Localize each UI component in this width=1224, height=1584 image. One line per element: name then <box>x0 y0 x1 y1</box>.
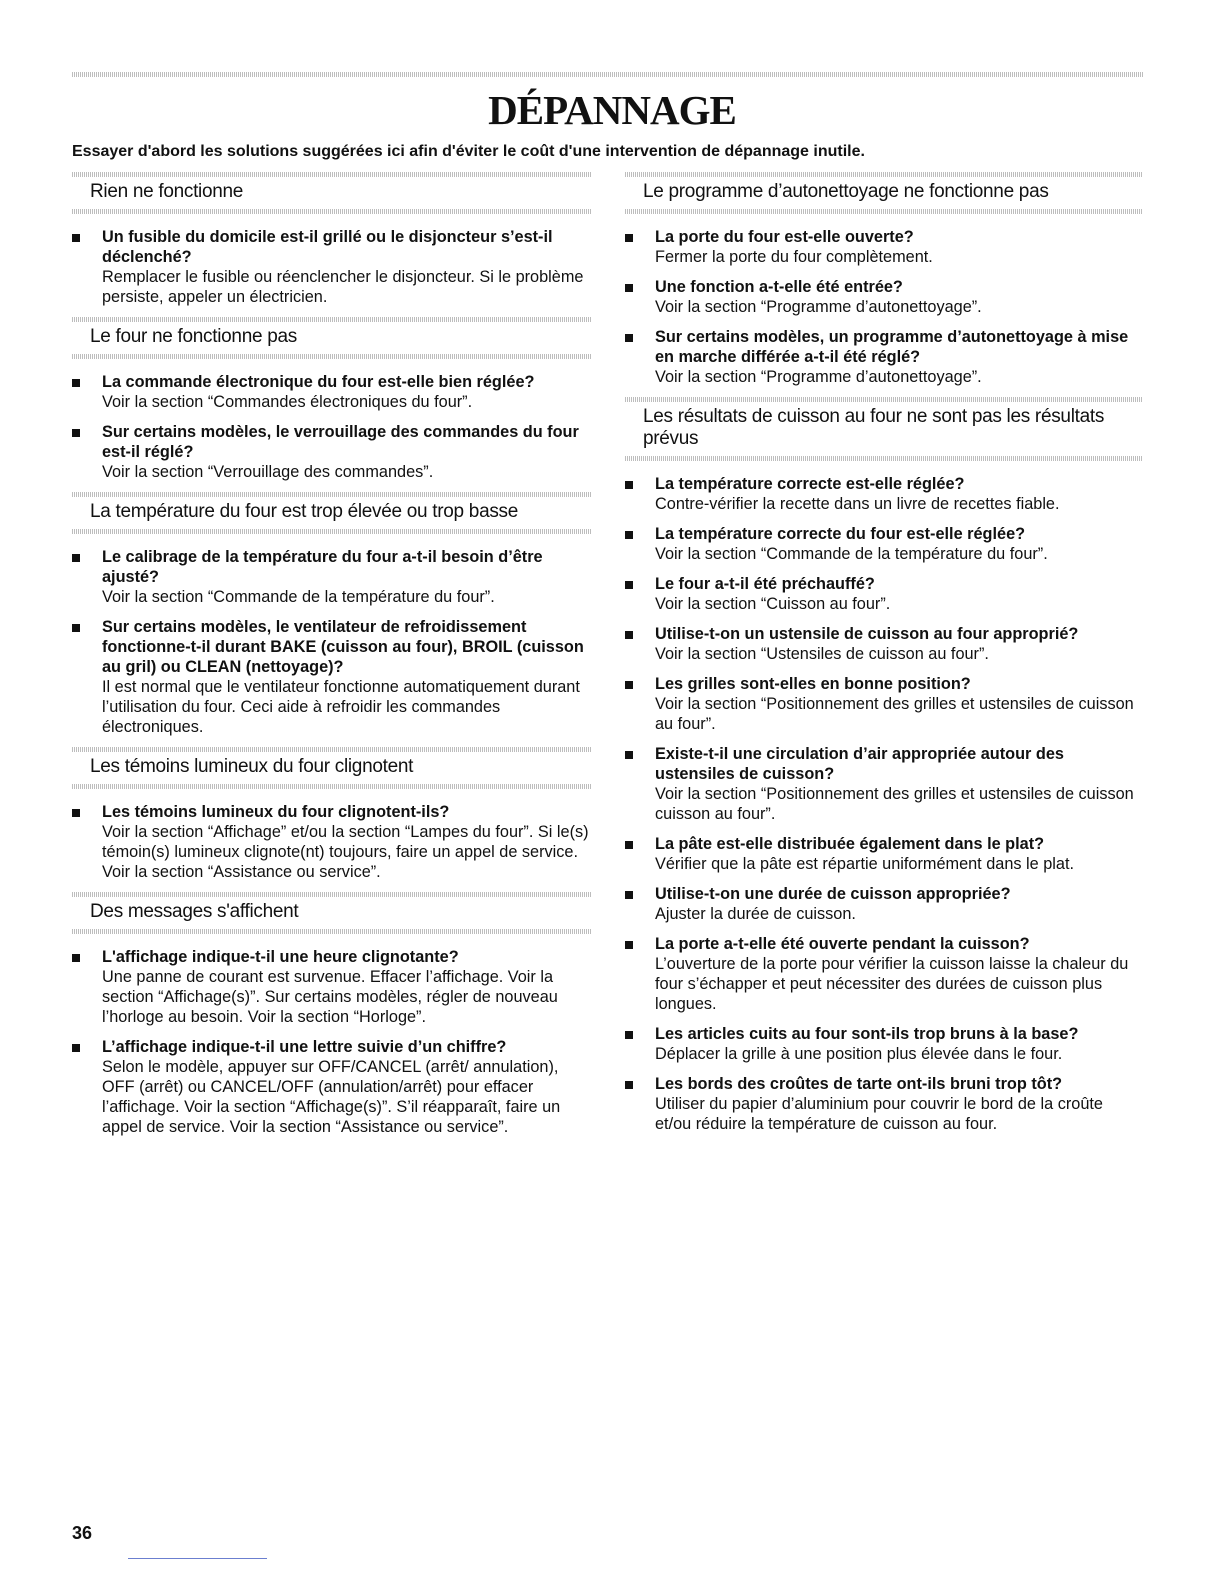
question-text: La porte du four est-elle ouverte? <box>655 228 914 246</box>
square-bullet-icon <box>72 429 80 437</box>
question-text: Les grilles sont-elles en bonne position? <box>655 675 971 693</box>
answer-text: Voir la section “Programme d’autonettoyage”. <box>655 298 982 316</box>
answer-text: Déplacer la grille à une position plus élevée dans le four. <box>655 1045 1063 1063</box>
square-bullet-icon <box>72 234 80 242</box>
list-item <box>625 327 1143 387</box>
answer-text: Une panne de courant est survenue. Effacer l’affichage. Voir la section “Affichage(s)”. Sur certains modèles, régler de nouveau l’horloge au besoin. Voir la section “Horloge”. <box>102 968 558 1026</box>
square-bullet-icon <box>625 284 633 292</box>
question-list <box>72 227 591 307</box>
list-item <box>72 947 591 1027</box>
square-bullet-icon <box>72 554 80 562</box>
troubleshooting-section <box>72 892 591 1137</box>
answer-text: Voir la section “Affichage” et/ou la section “Lampes du four”. Si le(s) témoin(s) lumineux clignote(nt) toujours, faire un appel de service. Voir la section “Assistance ou service”. <box>102 823 589 881</box>
square-bullet-icon <box>625 631 633 639</box>
list-item <box>625 1024 1143 1064</box>
question-text: Existe-t-il une circulation d’air appropriée autour des ustensiles de cuisson? <box>655 745 1064 783</box>
question-list <box>625 227 1143 387</box>
question-text: Le four a-t-il été préchauffé? <box>655 575 875 593</box>
square-bullet-icon <box>625 1031 633 1039</box>
question-text: La pâte est-elle distribuée également dans le plat? <box>655 835 1045 853</box>
section-rule-bottom <box>625 456 1143 461</box>
list-item <box>72 422 591 482</box>
question-text: Les bords des croûtes de tarte ont-ils bruni trop tôt? <box>655 1075 1063 1093</box>
answer-text: Contre-vérifier la recette dans un livre de recettes fiable. <box>655 495 1060 513</box>
question-list <box>625 474 1143 1134</box>
list-item <box>625 884 1143 924</box>
answer-text: Voir la section “Verrouillage des commandes”. <box>102 463 434 481</box>
bottom-rule <box>128 1558 267 1559</box>
answer-text: Il est normal que le ventilateur fonctionne automatiquement durant l’utilisation du four. Ceci aide à refroidir les commandes électroniques. <box>102 678 580 736</box>
question-text: Une fonction a-t-elle été entrée? <box>655 278 903 296</box>
square-bullet-icon <box>625 751 633 759</box>
answer-text: Voir la section “Positionnement des grilles et ustensiles de cuisson au four”. <box>655 695 1134 733</box>
question-text: Le calibrage de la température du four a-t-il besoin d’être ajusté? <box>102 548 543 586</box>
section-heading: Les témoins lumineux du four clignotent <box>90 756 414 777</box>
answer-text: Remplacer le fusible ou réenclencher le disjoncteur. Si le problème persiste, appeler un électricien. <box>102 268 584 306</box>
question-text: La porte a-t-elle été ouverte pendant la cuisson? <box>655 935 1030 953</box>
square-bullet-icon <box>72 624 80 632</box>
question-text: Utilise-t-on un ustensile de cuisson au four approprié? <box>655 625 1079 643</box>
section-rule-bottom <box>72 354 591 359</box>
question-list <box>72 802 591 882</box>
answer-text: L’ouverture de la porte pour vérifier la cuisson laisse la chaleur du four s’échapper et peut nécessiter des durées de cuisson plus longues. <box>655 955 1129 1013</box>
list-item <box>625 524 1143 564</box>
list-item <box>625 574 1143 614</box>
question-text: Utilise-t-on une durée de cuisson appropriée? <box>655 885 1011 903</box>
troubleshooting-section <box>72 172 591 307</box>
top-rule <box>72 72 1143 77</box>
left-column <box>72 172 591 1147</box>
question-text: Sur certains modèles, le verrouillage des commandes du four est-il réglé? <box>102 423 579 461</box>
list-item <box>625 674 1143 734</box>
answer-text: Utiliser du papier d’aluminium pour couvrir le bord de la croûte et/ou réduire la température de cuisson au four. <box>655 1095 1103 1133</box>
list-item <box>625 474 1143 514</box>
answer-text: Voir la section “Cuisson au four”. <box>655 595 891 613</box>
square-bullet-icon <box>625 234 633 242</box>
list-item <box>72 802 591 882</box>
answer-text: Ajuster la durée de cuisson. <box>655 905 856 923</box>
answer-text: Voir la section “Positionnement des grilles et ustensiles de cuisson cuisson au four”. <box>655 785 1134 823</box>
square-bullet-icon <box>625 481 633 489</box>
question-text: Un fusible du domicile est-il grillé ou le disjoncteur s’est-il déclenché? <box>102 228 553 266</box>
section-heading: Les résultats de cuisson au four ne sont pas les résultats prévus <box>643 406 1105 449</box>
section-heading: Rien ne fonctionne <box>90 181 244 202</box>
section-heading: Le programme d’autonettoyage ne fonctionne pas <box>643 181 1049 202</box>
question-list <box>72 372 591 482</box>
question-text: Sur certains modèles, un programme d’autonettoyage à mise en marche différée a-t-il été réglé? <box>655 328 1129 366</box>
troubleshooting-section <box>625 172 1143 387</box>
square-bullet-icon <box>72 954 80 962</box>
list-item <box>72 1037 591 1137</box>
right-column <box>625 172 1143 1144</box>
square-bullet-icon <box>625 581 633 589</box>
section-rule-bottom <box>72 529 591 534</box>
section-heading: La température du four est trop élevée ou trop basse <box>90 501 519 522</box>
square-bullet-icon <box>625 531 633 539</box>
list-item <box>72 372 591 412</box>
section-rule-bottom <box>625 209 1143 214</box>
question-text: L'affichage indique-t-il une heure clignotante? <box>102 948 459 966</box>
square-bullet-icon <box>625 681 633 689</box>
question-text: Sur certains modèles, le ventilateur de refroidissement fonctionne-t-il durant BAKE (cuisson au four), BROIL (cuisson au gril) ou CLEAN (nettoyage)? <box>102 618 584 676</box>
answer-text: Voir la section “Commandes électroniques du four”. <box>102 393 473 411</box>
question-text: L’affichage indique-t-il une lettre suivie d’un chiffre? <box>102 1038 507 1056</box>
question-text: La température correcte du four est-elle réglée? <box>655 525 1026 543</box>
square-bullet-icon <box>625 891 633 899</box>
list-item <box>72 227 591 307</box>
list-item <box>625 744 1143 824</box>
intro-text: Essayer d'abord les solutions suggérées ici afin d'éviter le coût d'une intervention de dépannage inutile. <box>72 143 865 160</box>
answer-text: Voir la section “Programme d’autonettoyage”. <box>655 368 982 386</box>
list-item <box>72 547 591 607</box>
square-bullet-icon <box>72 809 80 817</box>
question-text: La température correcte est-elle réglée? <box>655 475 965 493</box>
question-list <box>72 947 591 1137</box>
section-heading: Des messages s'affichent <box>90 901 299 922</box>
question-text: Les témoins lumineux du four clignotent-ils? <box>102 803 450 821</box>
section-rule-bottom <box>72 784 591 789</box>
answer-text: Selon le modèle, appuyer sur OFF/CANCEL (arrêt/ annulation), OFF (arrêt) ou CANCEL/OFF (annulation/arrêt) pour effacer l’affichage. Voir la section “Affichage(s)”. S’il réapparaît, faire un appel de service. Voir la section “Assistance ou service”. <box>102 1058 561 1136</box>
answer-text: Voir la section “Commande de la température du four”. <box>655 545 1048 563</box>
square-bullet-icon <box>625 1081 633 1089</box>
square-bullet-icon <box>625 334 633 342</box>
square-bullet-icon <box>72 1044 80 1052</box>
section-rule-bottom <box>72 209 591 214</box>
list-item <box>625 277 1143 317</box>
troubleshooting-section <box>72 317 591 482</box>
section-rule-bottom <box>72 929 591 934</box>
troubleshooting-section <box>72 492 591 737</box>
question-text: La commande électronique du four est-elle bien réglée? <box>102 373 535 391</box>
troubleshooting-section <box>625 397 1143 1134</box>
list-item <box>625 227 1143 267</box>
page-number: 36 <box>72 1523 93 1543</box>
list-item <box>625 934 1143 1014</box>
square-bullet-icon <box>625 941 633 949</box>
section-heading: Le four ne fonctionne pas <box>90 326 297 347</box>
answer-text: Fermer la porte du four complètement. <box>655 248 933 266</box>
list-item <box>625 624 1143 664</box>
list-item <box>625 1074 1143 1134</box>
list-item <box>625 834 1143 874</box>
answer-text: Vérifier que la pâte est répartie uniformément dans le plat. <box>655 855 1075 873</box>
question-list <box>72 547 591 737</box>
page-title: DÉPANNAGE <box>488 87 736 133</box>
square-bullet-icon <box>625 841 633 849</box>
question-text: Les articles cuits au four sont-ils trop bruns à la base? <box>655 1025 1079 1043</box>
troubleshooting-section <box>72 747 591 882</box>
answer-text: Voir la section “Commande de la température du four”. <box>102 588 495 606</box>
square-bullet-icon <box>72 379 80 387</box>
answer-text: Voir la section “Ustensiles de cuisson au four”. <box>655 645 989 663</box>
list-item <box>72 617 591 737</box>
